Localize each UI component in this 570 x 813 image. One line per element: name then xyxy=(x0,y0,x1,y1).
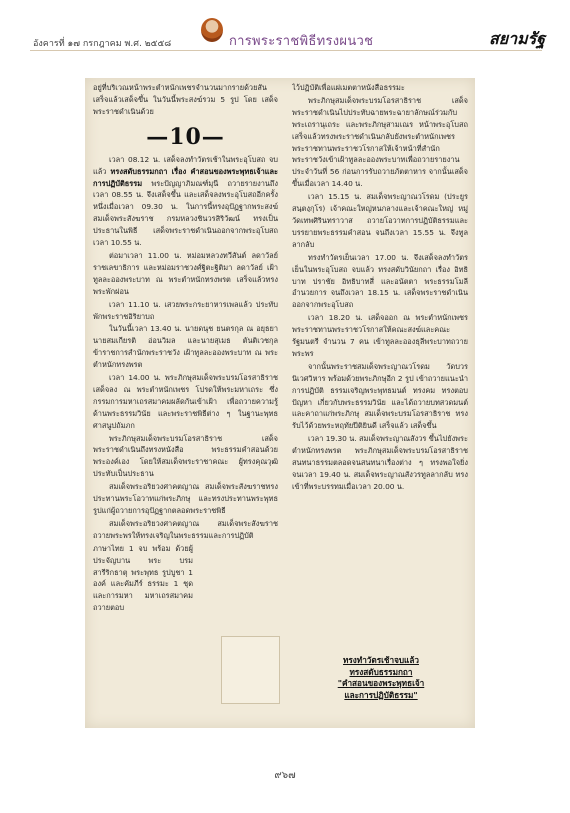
paragraph: พระภิกษุสมเด็จพระบรมโอรสาธิราช เสด็จพระราชดำเนินถึงทรงหนังสือ พระธรรมคำสอนด้วยพระองค์เอง โดยให้สมเด็จพระราชาคณะ ผู้ทรงคุณวุฒิประทับเป็นประธาน xyxy=(93,433,278,479)
paragraph: ทรงทำวัตรเย็นเวลา 17.00 น. จึงเสด็จลงทำวัตรเย็นในพระอุโบสถ จบแล้ว ทรงสดับวินัยกถา เรื่อง อิทธิบาท ปราชัย อิทธิบาทสี่ และอนัตตา พระธรรมโมลี อำนวยการ จนถึงเวลา 18.15 น. เสด็จพระราชดำเนินออกจากพระอุโบสถ xyxy=(292,252,468,310)
monk-portrait-icon xyxy=(201,18,223,42)
photo-frame xyxy=(221,636,280,704)
paragraph: เวลา 15.15 น. สมเด็จพระญาณวโรดม (ประยูร สนฺตงฺกุโร) เจ้าคณะใหญ่หนกลางและเจ้าคณะใหญ่ หมู่ วัดเทพศิรินทราวาส ถวายโอวาทการปฏิบัติธรรมและบรรยายพระธรรมคำสอน จนถึงเวลา 15.55 น. จึงทูลลากลับ xyxy=(292,192,468,249)
paragraph: เวลา 08.12 น. เสด็จลงทำวัตรเช้าในพระอุโบสถ จบแล้ว ทรงสดับธรรมกถา เรื่อง คำสอนของพระพุทธเจ้าและการปฏิบัติธรรม พระปัญญาภิมณฑ์มุนี ถวายรายงานถึงเวลา 08.55 น. จึงเสด็จขึ้น และเสด็จลงพระอุโบสถอีกครั้งหนึ่งเมื่อเวลา 09.30 น. ในการนี้ทรงอุปัฏฐากพระสงฆ์ สมเด็จพระสังฆราช กรมหลวงชินวรสิริวัฒน์ ทรงเป็นประธานในพิธี เสด็จพระราชดำเนินออกจากพระอุโบสถเวลา 10.55 น. xyxy=(93,154,278,248)
section-divider: —10— xyxy=(146,123,225,150)
paragraph: สมเด็จพระอริยวงศาคตญาณ สมเด็จพระสังฆราช ถวายพระพรให้ทรงเจริญในพระธรรมและการปฏิบัติ xyxy=(93,518,278,540)
page-number: ๙๖๗ xyxy=(274,770,296,781)
caption-line: ทรงสดับธรรมกถา xyxy=(349,666,413,677)
caption-line: ทรงทำวัตรเช้าจบแล้ว xyxy=(343,655,419,665)
header-date: อังคารที่ ๑๗ กรกฎาคม พ.ศ. ๒๕๕๘ xyxy=(33,39,172,49)
paragraph: พระภิกษุสมเด็จพระบรมโอรสาธิราช เสด็จพระราชดำเนินไปประทับฉายพระฉายาลักษณ์ร่วมกับพระเถรานุเถระ และพระภิกษุสามเณร หน้าพระอุโบสถ เสร็จแล้วทรงพระราชดำเนินกลับยังพระตำหนักเพชร พระราชทานพระราชวโรกาสให้เจ้าหน้าที่สำนักพระราชวังเข้าเฝ้าทูลละอองพระบาทเพื่อถวายรายงาน ประจำวันที่ 56 ก่อนการรับถวายภัตตาหาร จากนั้นเสด็จขึ้นเมื่อเวลา 14.40 น. xyxy=(292,95,468,189)
header-rule xyxy=(30,50,542,51)
paragraph: จากนั้นพระราชสมเด็จพระญาณวโรดม วัดบวรนิเวศวิหาร พร้อมด้วยพระภิกษุอีก 2 รูป เข้าถวายแนะนำการปฏิบัติ ธรรมเจริญพระพุทธมนต์ ทรงคม ทรงตอบปัญหา เกี่ยวกับพระธรรมวินัย และได้ถวายบทสวดมนต์และคาถาแก่พระภิกษุ สมเด็จพระบรมโอรสาธิราช ทรงรับไว้ด้วยพระหฤทัยปีติยินดี เสร็จแล้ว เสด็จขึ้น xyxy=(292,361,468,431)
paragraph: อยู่ที่บริเวณหน้าพระตำหนักเพชรจำนวนมากรายด้วยสัน เสร็จแล้วเสด็จขึ้น ในวันนี้พระสงฆ์รวม 5 รูป โดย เสด็จพระราชดำเนินด้วย xyxy=(93,83,278,116)
header-title: การพระราชพิธีทรงผนวช xyxy=(229,34,374,49)
paragraph: ไว้ปฏิบัติเพื่อแผ่เมตตาหนังสือธรรมะ xyxy=(292,83,405,92)
paragraph: เวลา 14.00 น. พระภิกษุสมเด็จพระบรมโอรสาธิราช เสด็จลง ณ พระตำหนักเพชร โปรดให้พระมหาเถระ ซึ่งกรรมการมหาเถรสมาคมผลัดกันเข้าเฝ้า เพื่อถวายความรู้ด้านพระธรรมวินัย และพระราชพิธีต่าง ๆ ในฐานะพุทธศาสนูปถัมภก xyxy=(93,373,278,430)
paragraph: เวลา 19.30 น. สมเด็จพระญาณสังวร ขึ้นไปยังพระตำหนักทรงพรต พระภิกษุสมเด็จพระบรมโอรสาธิราช สนทนาธรรมตลอดจนสนทนาเรื่องต่าง ๆ ทรงพอใจยิ่ง จนเวลา 19.40 น. สมเด็จพระญาณสังวรทูลลากลับ ทรงเข้าที่พระบรรทมเมื่อเวลา 20.00 น. xyxy=(292,434,468,491)
paragraph: เวลา 18.20 น. เสด็จออก ณ พระตำหนักเพชร พระราชทานพระราชวโรกาสให้คณะสงฆ์และคณะรัฐมนตรี จำนวน 7 คน เข้าทูลละอองธุลีพระบาทถวายพระพร xyxy=(292,313,468,358)
paragraph: ภาษาไทย 1 จบ พร้อม ด้วยผู้ประจัญบาน พระ บรมสารีริกธาตุ พระพุทธ รูปบูชา 1 องค์ และคัมภีร์ ธรรมะ 1 ชุด และการมหา มหาเถรสมาคม ถวายตอบ xyxy=(93,543,193,613)
caption-line: และการปฏิบัติธรรม" xyxy=(344,689,418,700)
paragraph: ต่อมาเวลา 11.00 น. หม่อมหลวงทวีสันต์ ลดาวัลย์ ราชเลขาธิการ และหม่อมราชวงศ์ฐิตะฐิติมา ลดาวัลย์ เฝ้าทูลละอองพระบาท ณ พระตำหนักทรงพรต เสร็จแล้วทรงพระพักผ่อน xyxy=(93,250,278,296)
photo-caption xyxy=(296,655,466,701)
page-header xyxy=(0,0,570,62)
article-left-column xyxy=(93,82,278,702)
paragraph: ในวันนี้เวลา 13.40 น. นายดนุช ยนตรกุล ณ อยุธยา นายสมเกียรติ อ่อนวิมล และนายสุเมธ ตันติเวชกุล ข้าราชการสำนักพระราชวัง เฝ้าทูลละอองพระบาท ณ พระตำหนักทรงพรต xyxy=(93,324,278,370)
article-right-column xyxy=(292,82,468,727)
sermon-title: ทรงสดับธรรมกถา เรื่อง คำสอนของพระพุทธเจ้าและการปฏิบัติธรรม xyxy=(93,166,278,188)
paragraph: เวลา 11.10 น. เสวยพระกระยาหารเพลแล้ว ประทับพักพระราชอิริยาบถ xyxy=(93,299,278,321)
paragraph: สมเด็จพระอริยวงศาคตญาณ สมเด็จพระสังฆราชทรงประทานพระโอวาทแก่พระภิกษุ และทรงประทานพระพุทธรูปแก่ผู้ถวายการอุปัฏฐากตลอดพระราชพิธี xyxy=(93,482,278,515)
newspaper-logo: สยามรัฐ xyxy=(489,29,546,48)
caption-line: "คำสอนของพระพุทธเจ้า xyxy=(337,678,425,688)
